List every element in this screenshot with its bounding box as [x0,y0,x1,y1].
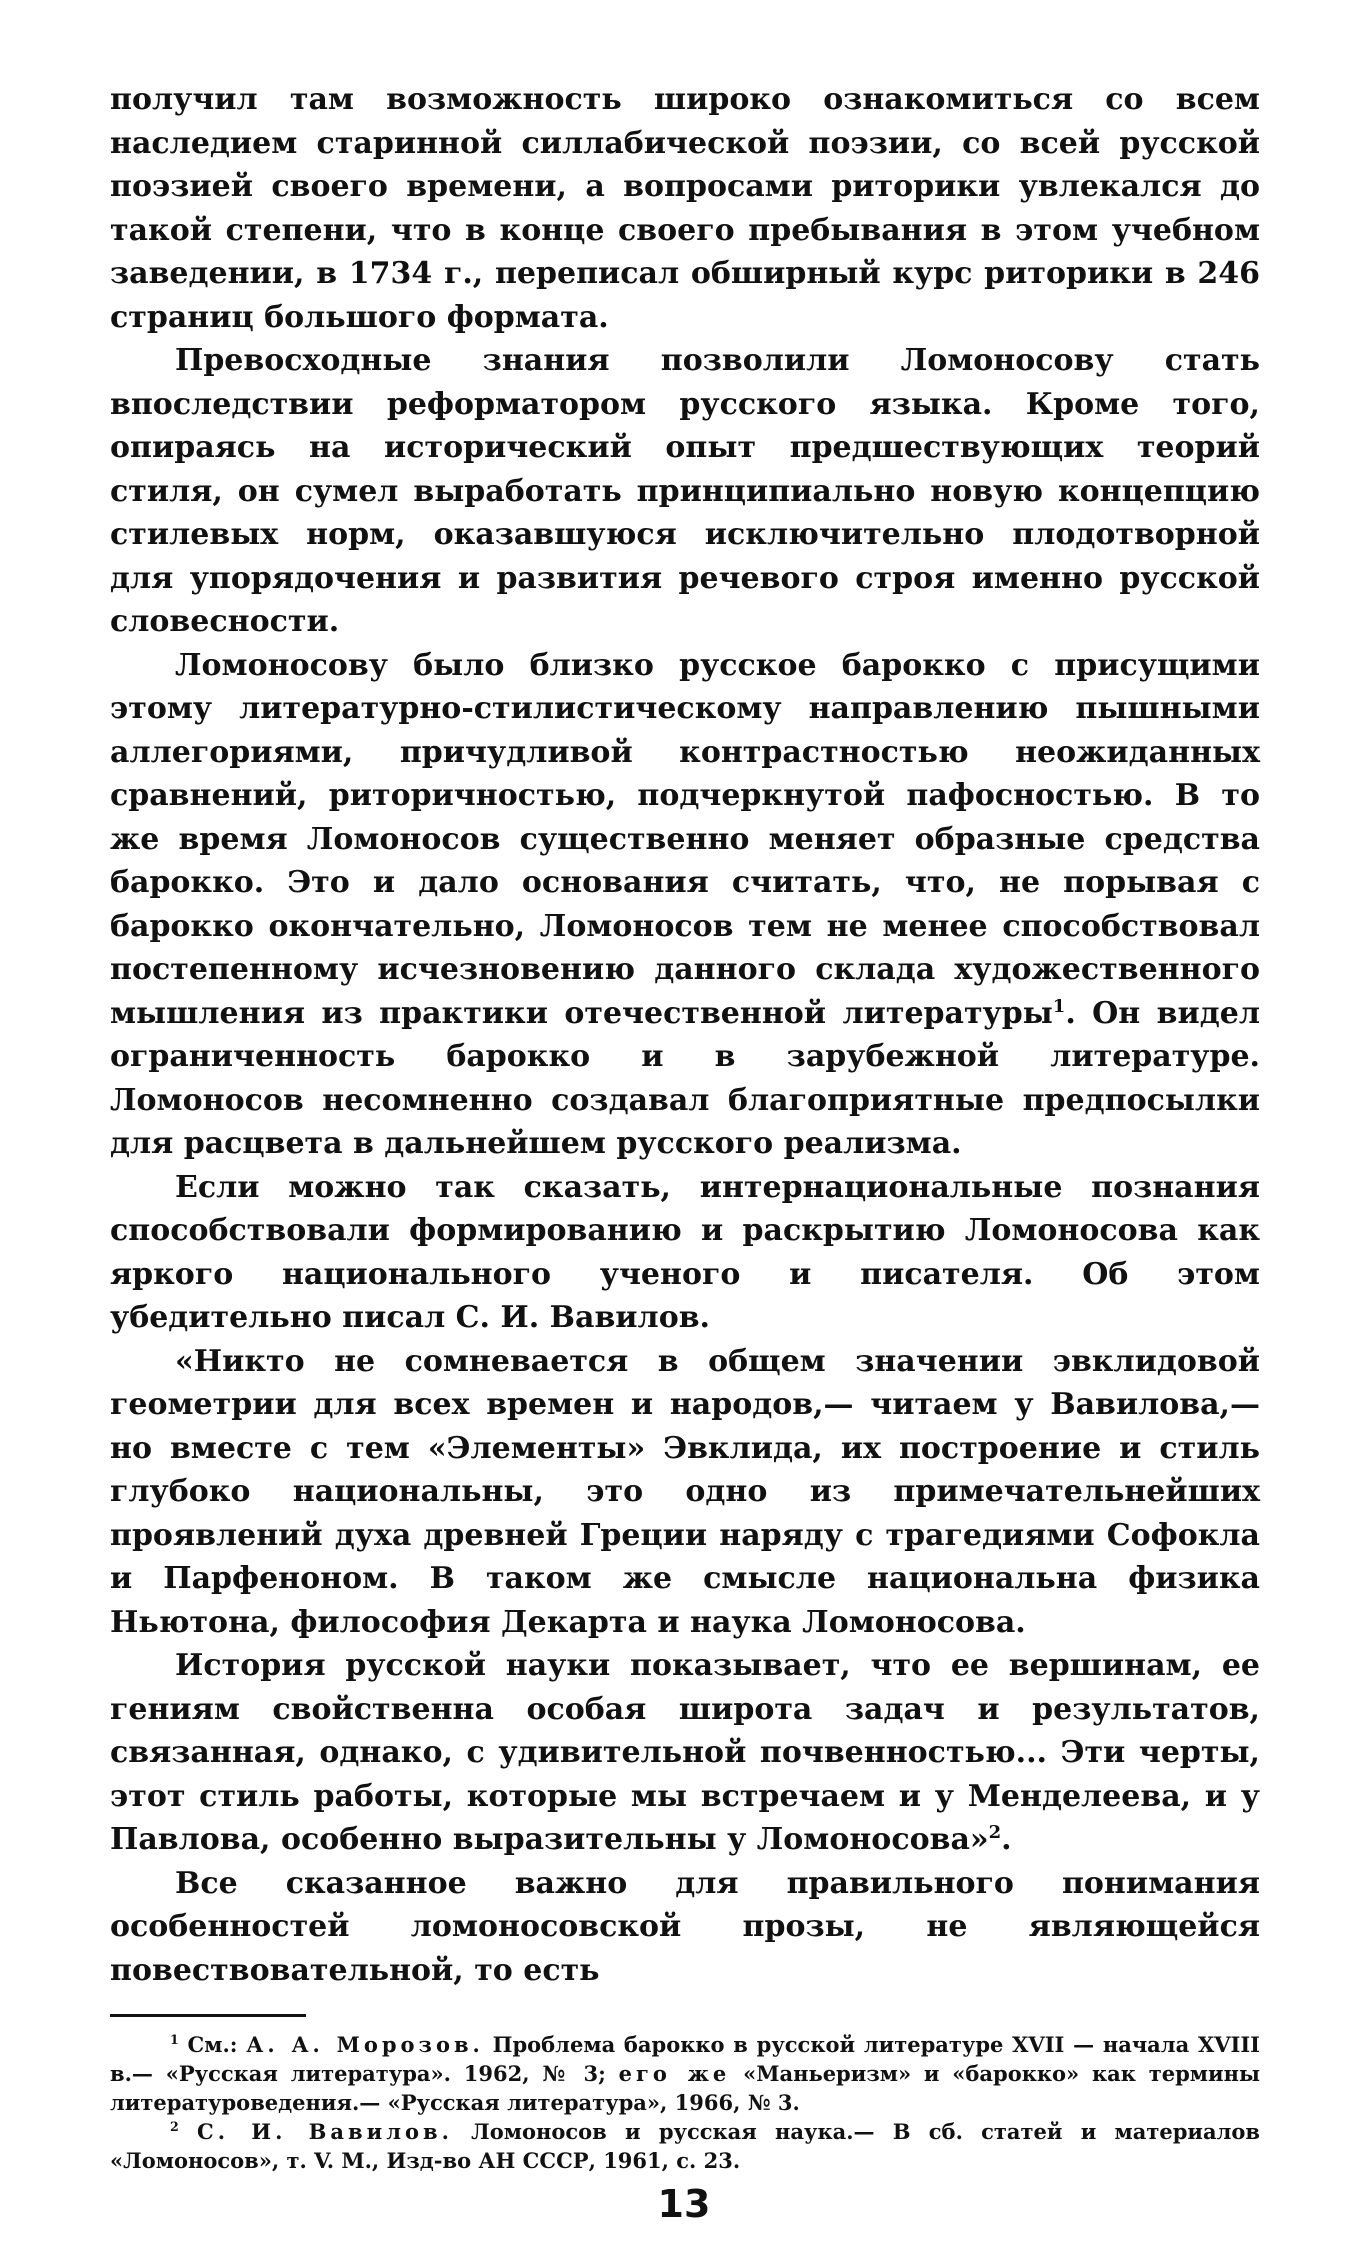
footnote-divider [110,2014,306,2017]
footnote-ref-1[interactable]: 1 [1052,995,1066,1017]
paragraph-prose: Все сказанное важно для правильного понимания особенностей ломоносовской прозы, не являющейся повествовательной, то есть [110,1865,1260,1988]
page-number: 13 [657,2182,711,2226]
footnotes [110,2030,1260,2175]
footnote-2-mark: 2 [170,2119,179,2134]
paragraph-baroque-text: Ломоносову было близко русское барокко с присущими этому литературно-стилистическому направлению пышными аллегориями, причудливой контрастностью неожиданных сравнений, риторичностью, подчеркнутой пафосностью. В то же время Ломоносов существенно меняет образные средства барокко. Это и дало основания считать, что, не порывая с барокко окончательно, Ломоносов тем не менее способствовал постепенному исчезновению данного склада художественного мышления из практики отечественной литературы [110,647,1260,1031]
main-text [110,78,1260,1992]
footnote-1-rest: «Маньеризм» и «барокко» как термины литературоведения.— «Русская литература», 1966, № 3. [110,2061,1261,2115]
footnote-1 [110,2030,1260,2117]
footnote-1-author: А. А. Морозов. [246,2032,484,2057]
footnote-1-mark: 1 [170,2032,179,2047]
footnote-1-prefix: См.: [187,2032,238,2057]
paragraph-quote-science-text: История русской науки показывает, что ее вершинам, ее гениям свойственна особая широта задач и результатов, связанная, однако, с удивительной почвенностью... Эти черты, этот стиль работы, которые мы встречаем и у Менделеева, и у Павлова, особенно выразительны у Ломоносова» [110,1648,1260,1857]
footnote-1-text: Проблема барокко в русской литературе XVII — начала XVIII в.— «Русская литература». 1962, № 3; [110,2032,1261,2086]
paragraph-quote-euclid: «Никто не сомневается в общем значении эвклидовой геометрии для всех времен и народов,— читаем у Вавилова,— но вместе с тем «Элементы» Эвклида, их построение и стиль глубоко национальны, это одно из примечательнейших проявлений духа древней Греции наряду с трагедиями Софокла и Парфеноном. В таком же смысле национальна физика Ньютона, философия Декарта и наука Ломоносова. [110,1343,1260,1640]
footnote-2-text: Ломоносов и русская наука.— В сб. статей и материалов «Ломоносов», т. V. М., Изд-во АН СССР, 1961, с. 23. [110,2119,1261,2173]
footnote-2-author: С. И. Вавилов. [197,2119,453,2144]
paragraph-quote-science [110,1644,1260,1862]
paragraph-vavilov-intro: Если можно так сказать, интернациональные познания способствовали формированию и раскрытию Ломоносова как яркого национального ученого и писателя. Об этом убедительно писал С. И. Вавилов. [110,1169,1260,1335]
paragraph-continuation: получил там возможность широко ознакомиться со всем наследием старинной силлабической поэзии, со всей русской поэзией своего времени, а вопросами риторики увлекался до такой степени, что в конце своего пребывания в этом учебном заведении, в 1734 г., переписал обширный курс риторики в 246 страниц большого формата. [110,82,1260,335]
paragraph-baroque [110,644,1260,1166]
paragraph-baroque-tail: . Он видел ограниченность барокко и в зарубежной литературе. Ломоносов несомненно создавал благоприятные предпосылки для расцвета в дальнейшем русского реализма. [110,995,1260,1161]
paragraph-quote-science-tail: . [1001,1822,1012,1857]
footnote-ref-2[interactable]: 2 [988,1822,1002,1843]
footnote-1-ego: его же [618,2061,731,2086]
footnote-2 [110,2117,1260,2175]
paragraph-reformer: Превосходные знания позволили Ломоносову стать впоследствии реформатором русского языка. Кроме того, опираясь на исторический опыт предшествующих теорий стиля, он сумел выработать принципиально новую концепцию стилевых норм, оказавшуюся исключительно плодотворной для упорядочения и развития речевого строя именно русской словесности. [110,343,1260,639]
